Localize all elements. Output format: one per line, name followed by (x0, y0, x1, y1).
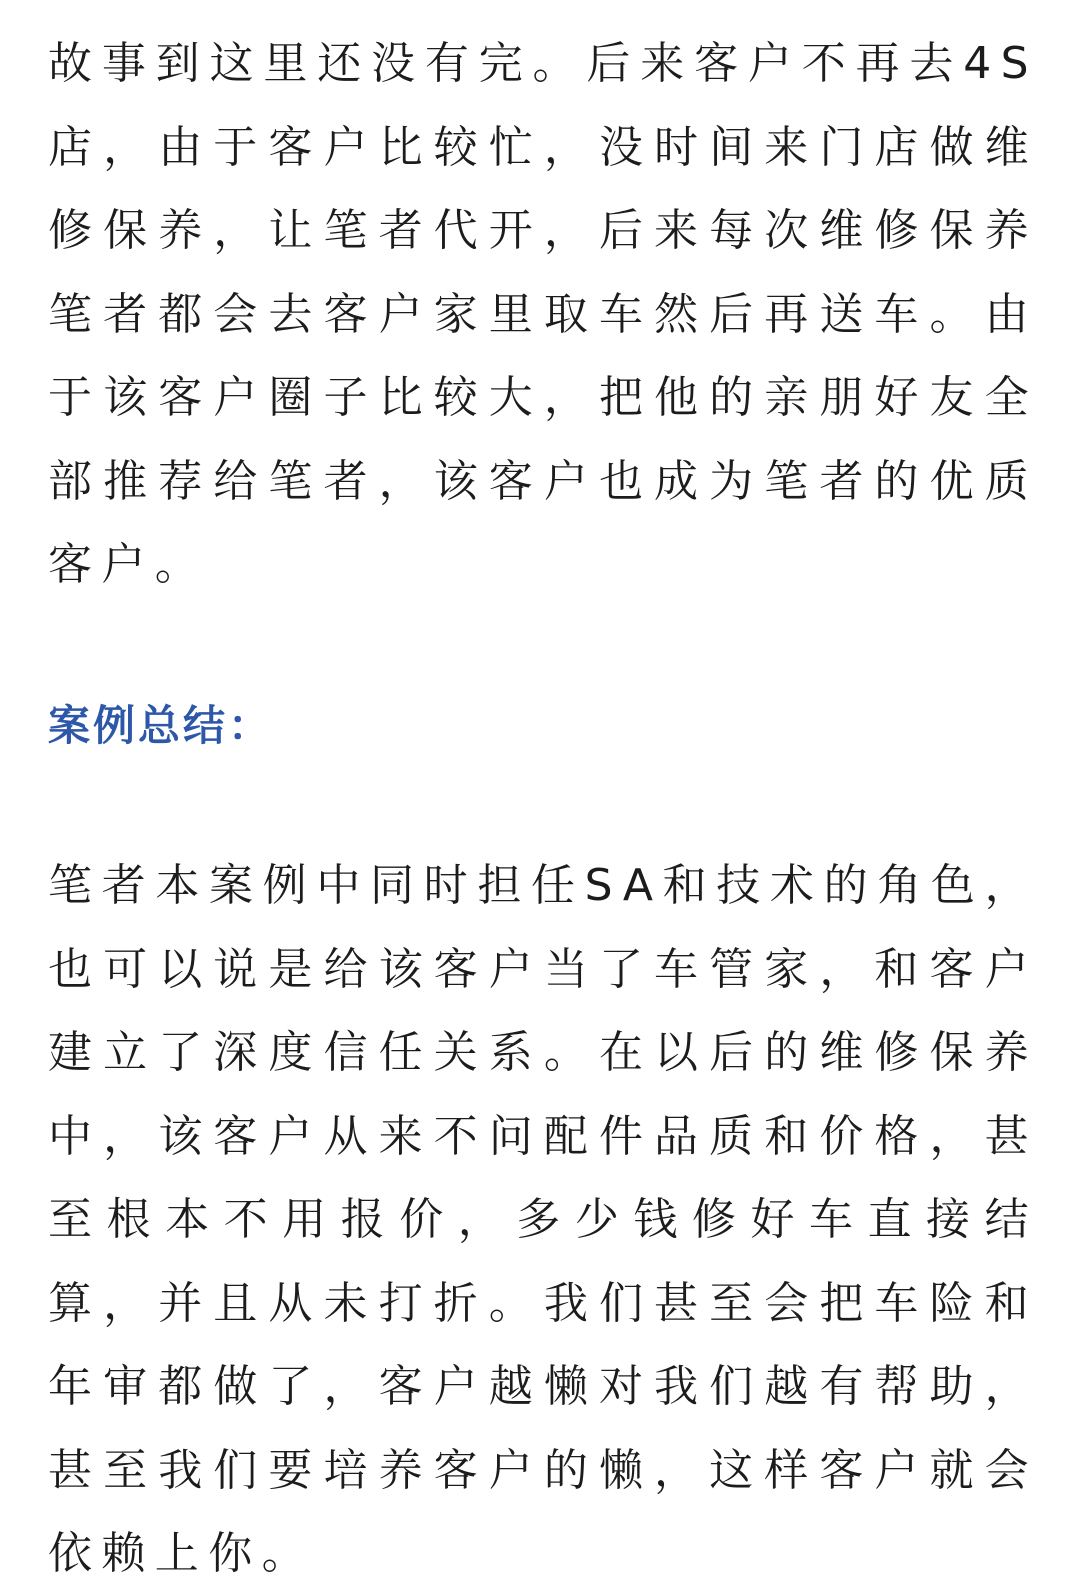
article-body (48, 22, 1038, 1596)
paragraph-spacer (48, 767, 1038, 844)
section-heading: 案例总结： (48, 700, 274, 750)
summary-paragraph: 笔者本案例中同时担任SA和技术的角色，也可以说是给该客户当了车管家，和客户建立了深度信任关系。在以后的维修保养中，该客户从来不问配件品质和价格，甚至根本不用报价，多少钱修好车直接结算，并且从未打折。我们甚至会把车险和年审都做了，客户越懒对我们越有帮助，甚至我们要培养客户的懒，这样客户就会依赖上你。 (48, 860, 1038, 1579)
story-paragraph: 故事到这里还没有完。后来客户不再去4S店，由于客户比较忙，没时间来门店做维修保养，让笔者代开，后来每次维修保养笔者都会去客户家里取车然后再送车。由于该客户圈子比较大，把他的亲朋好友全部推荐给笔者，该客户也成为笔者的优质客户。 (48, 38, 1038, 590)
paragraph-spacer (48, 607, 1038, 684)
